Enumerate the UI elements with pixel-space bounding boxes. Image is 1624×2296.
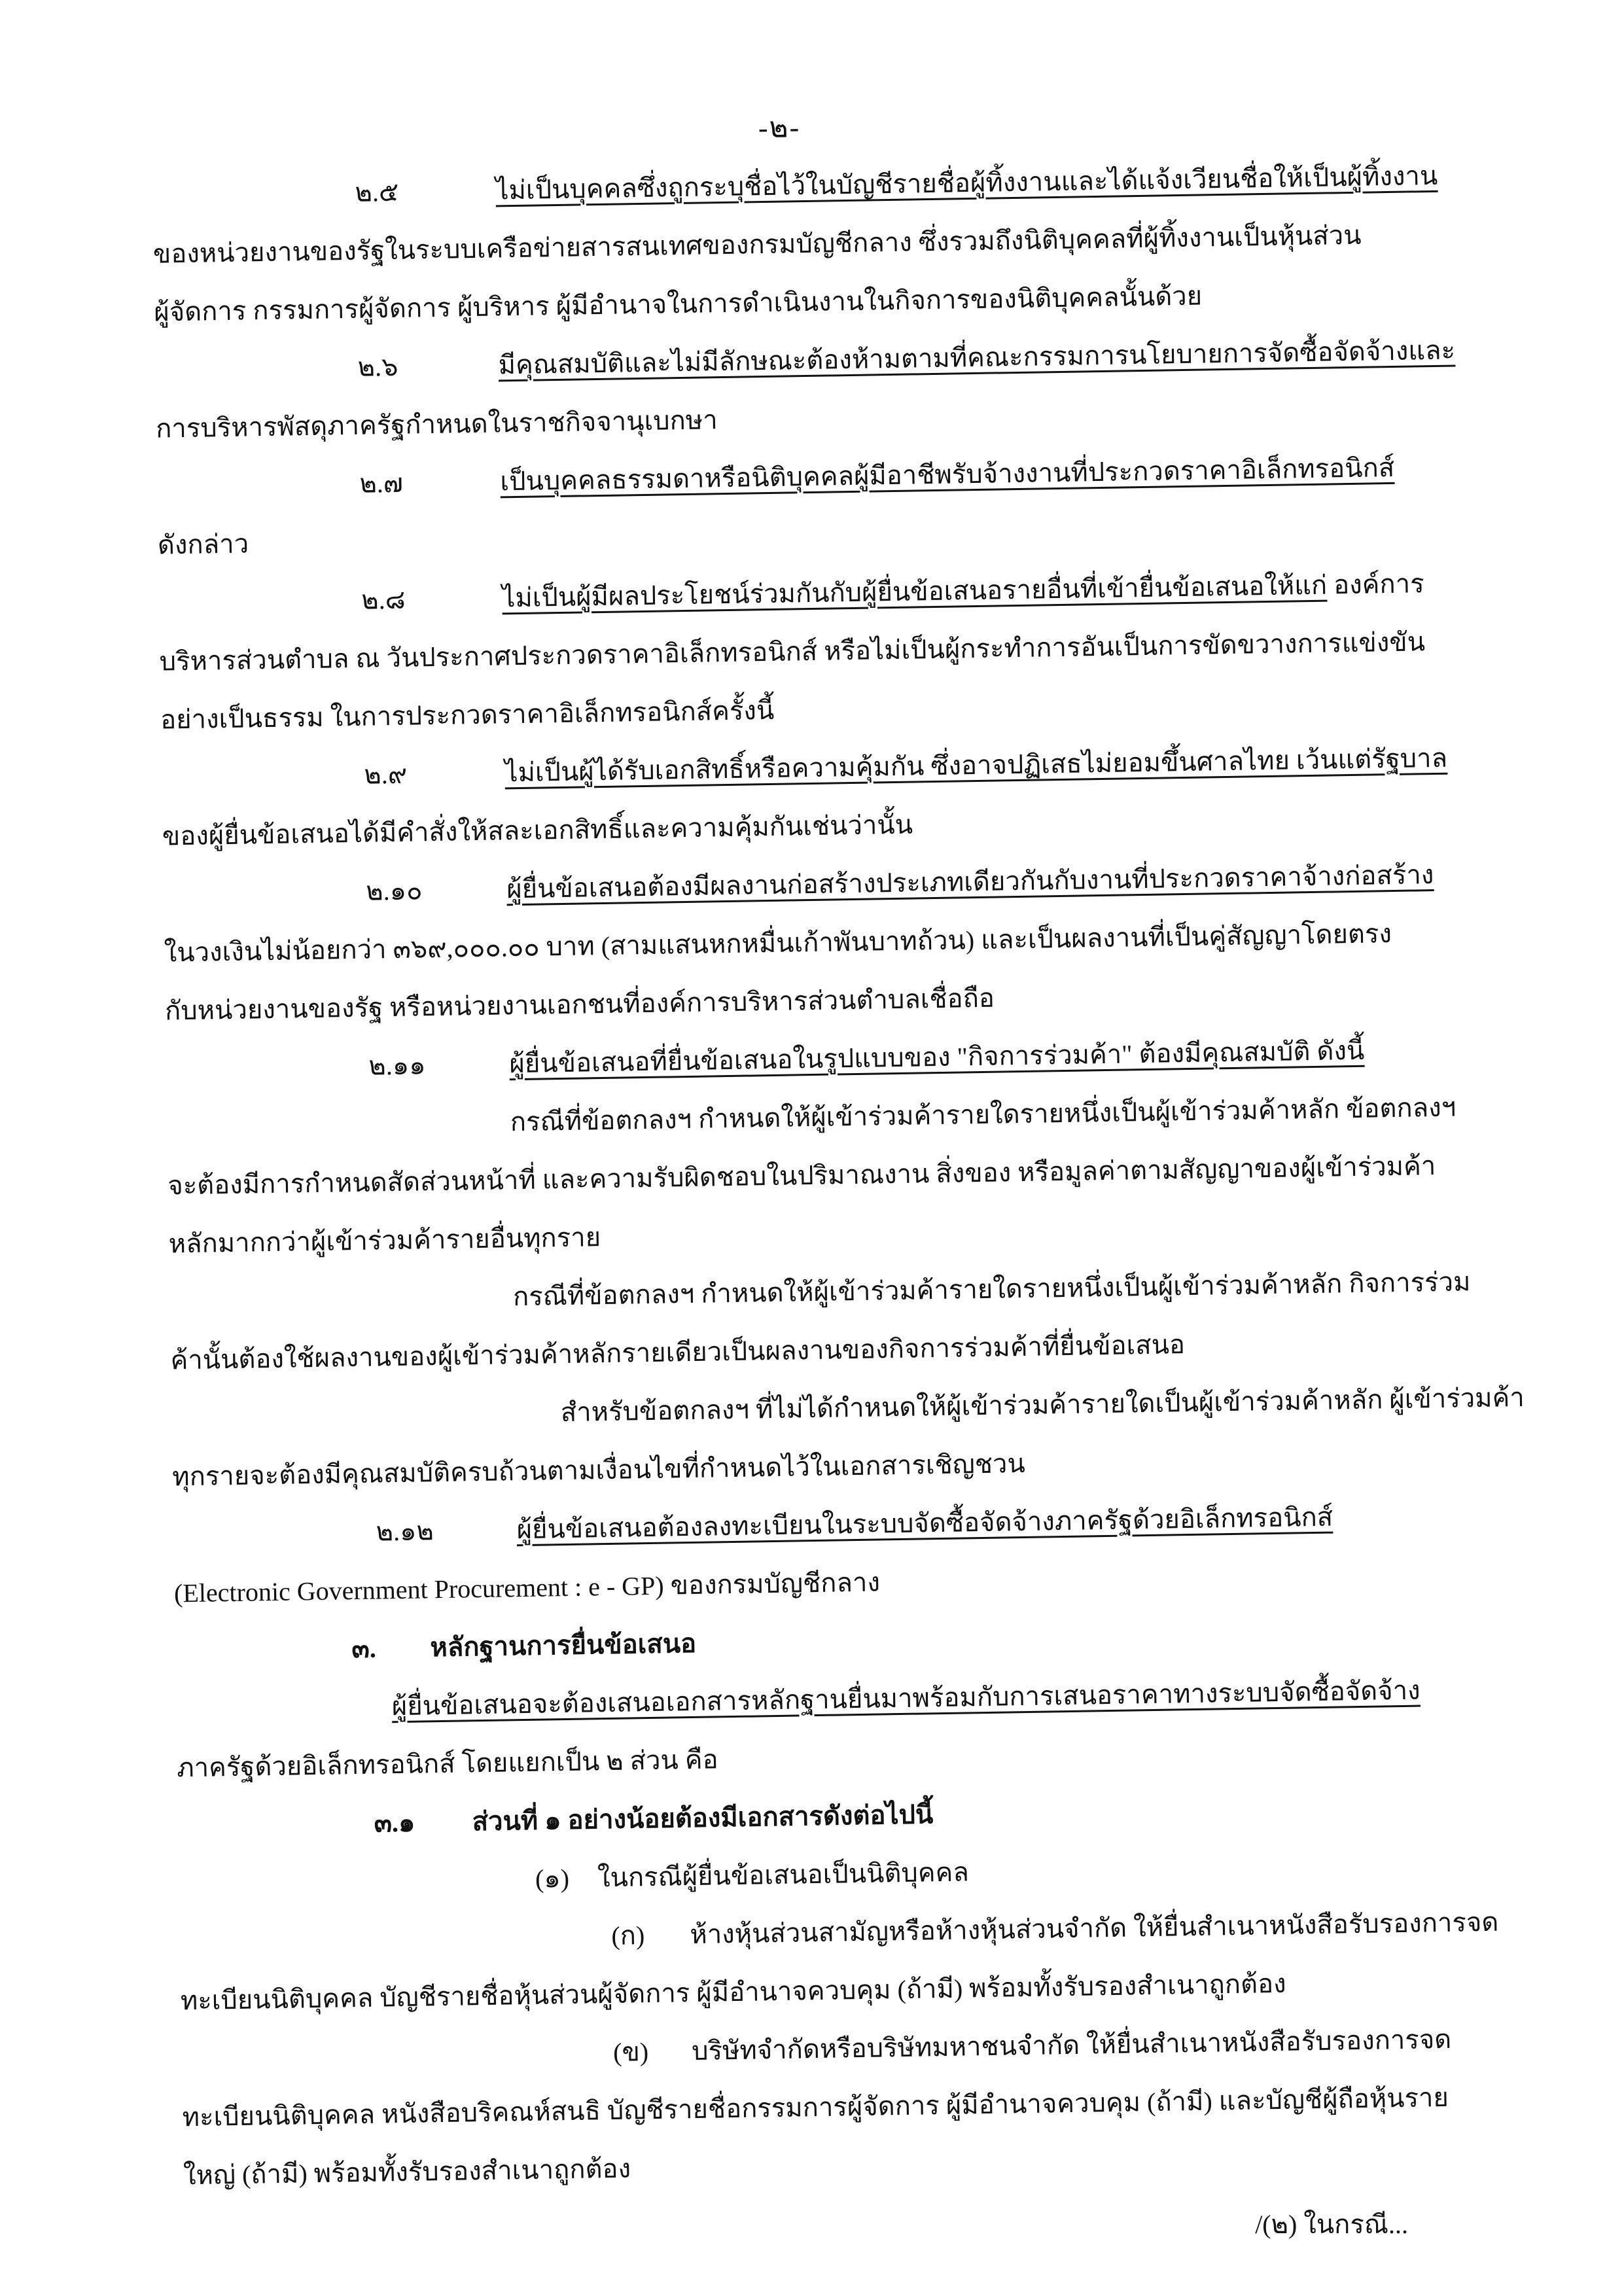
- clause-text-underlined: มีคุณสมบัติและไม่มีลักษณะต้องห้ามตามที่คณะกรรมการนโยบายการจัดซื้อจัดจ้างและ: [498, 335, 1456, 380]
- clause-number: ๓.๑: [374, 1807, 415, 1838]
- clause-text: บริหารส่วนตำบล ณ วันประกาศประกวดราคาอิเล็กทรอนิกส์ หรือไม่เป็นผู้กระทำการอันเป็นการขัดขวางการแข่งขัน: [159, 627, 1426, 677]
- clause-text: กรณีที่ข้อตกลงฯ กำหนดให้ผู้เข้าร่วมค้ารายใดรายหนึ่งเป็นผู้เข้าร่วมค้าหลัก กิจการร่วม: [512, 1267, 1471, 1312]
- clause-text-underlined: ไม่เป็นบุคคลซึ่งถูกระบุชื่อไว้ในบัญชีรายชื่อผู้ทิ้งงานและได้แจ้งเวียนชื่อให้เป็นผู้ทิ้งงาน: [495, 160, 1438, 205]
- clause-number: ๒.๕: [355, 177, 399, 207]
- clause-text: การบริหารพัสดุภาครัฐกำหนดในราชกิจจานุเบกษา: [155, 405, 718, 444]
- clause-number: (ข): [612, 2037, 649, 2067]
- clause-text: ทะเบียนนิติบุคคล บัญชีรายชื่อหุ้นส่วนผู้จัดการ ผู้มีอำนาจควบคุม (ถ้ามี) พร้อมทั้งรับรองสำเนาถูกต้อง: [180, 1968, 1286, 2016]
- clause-text-underlined: ผู้ยื่นข้อเสนอต้องมีผลงานก่อสร้างประเภทเดียวกันกับงานที่ประกวดราคาจ้างก่อสร้าง: [506, 860, 1434, 904]
- clause-text: สำหรับข้อตกลงฯ ที่ไม่ได้กำหนดให้ผู้เข้าร่วมค้ารายใดเป็นผู้เข้าร่วมค้าหลัก ผู้เข้าร่วมค้า: [560, 1382, 1525, 1428]
- clause-text: กรณีที่ข้อตกลงฯ กำหนดให้ผู้เข้าร่วมค้ารายใดรายหนึ่งเป็นผู้เข้าร่วมค้าหลัก ข้อตกลงฯ: [510, 1092, 1456, 1137]
- clause-number: (ก): [611, 1920, 645, 1951]
- clause-text: ทะเบียนนิติบุคคล หนังสือบริคณห์สนธิ บัญชีรายชื่อกรรมการผู้จัดการ ผู้มีอำนาจควบคุม (ถ้ามี) และบัญชีผู้ถือหุ้นราย: [182, 2082, 1449, 2132]
- clause-number: ๒.๑๑: [368, 1050, 426, 1081]
- clause-text: บริษัทจำกัดหรือบริษัทมหาชนจำกัด ให้ยื่นสำเนาหนังสือรับรองการจด: [691, 2024, 1452, 2066]
- clause-text-underlined: ผู้ยื่นข้อเสนอต้องลงทะเบียนในระบบจัดซื้อจัดจ้างภาครัฐด้วยอิเล็กทรอนิกส์: [516, 1502, 1333, 1545]
- clause-text: ค้านั้นต้องใช้ผลงานของผู้เข้าร่วมค้าหลักรายเดียวเป็นผลงานของกิจการร่วมค้าที่ยื่นข้อเสนอ: [170, 1330, 1186, 1375]
- clause-text: ใหญ่ (ถ้ามี) พร้อมทั้งรับรองสำเนาถูกต้อง: [183, 2153, 631, 2191]
- clause-text: ของผู้ยื่นข้อเสนอได้มีคำสั่งให้สละเอกสิทธิ์และความคุ้มกันเช่นว่านั้น: [162, 809, 913, 851]
- clause-text: หลักมากกว่าผู้เข้าร่วมค้ารายอื่นทุกราย: [168, 1222, 601, 1259]
- clause-text: ห้างหุ้นส่วนสามัญหรือห้างหุ้นส่วนจำกัด ให้ยื่นสำเนาหนังสือรับรองการจด: [690, 1907, 1499, 1950]
- clause-text: ดังกล่าว: [157, 529, 249, 560]
- clause-text: ทุกรายจะต้องมีคุณสมบัติครบถ้วนตามเงื่อนไขที่กำหนดไว้ในเอกสารเชิญชวน: [171, 1448, 1026, 1492]
- footer-continuation-marker: /(๒) ในกรณี...: [1255, 2210, 1408, 2239]
- clause-text: ในกรณีผู้ยื่นข้อเสนอเป็นนิติบุคคล: [597, 1857, 970, 1893]
- clause-text-underlined: ผู้ยื่นข้อเสนอจะต้องเสนอเอกสารหลักฐานยื่นมาพร้อมกับการเสนอราคาทางระบบจัดซื้อจัดจ้าง: [391, 1675, 1421, 1722]
- clause-number: ๒.๗: [359, 468, 404, 499]
- clause-text: ในวงเงินไม่น้อยกว่า ๓๖๙,๐๐๐.๐๐ บาท (สามแสนหกหมื่นเก้าพันบาทถ้วน) และเป็นผลงานที่เป็นคู่สัญญาโดยตรง: [164, 919, 1392, 968]
- clause-number: ๒.๖: [357, 351, 398, 382]
- clause-text: ผู้จัดการ กรรมการผู้จัดการ ผู้บริหาร ผู้มีอำนาจในการดำเนินงานในกิจการของนิติบุคคลนั้นด้วย: [153, 281, 1203, 327]
- clause-number: ๒.๑๐: [365, 875, 423, 906]
- clause-text: หลักฐานการยื่นข้อเสนอ: [430, 1628, 697, 1663]
- clause-number: ๓.: [351, 1633, 377, 1664]
- clause-text: องค์การ: [1326, 569, 1424, 600]
- clause-text: จะต้องมีการกำหนดสัดส่วนหน้าที่ และความรับผิดชอบในปริมาณงาน สิ่งของ หรือมูลค่าตามสัญญาของผู้เข้าร่วมค้า: [167, 1151, 1436, 1201]
- clause-text: ภาครัฐด้วยอิเล็กทรอนิกส์ โดยแยกเป็น ๒ ส่วน คือ: [176, 1744, 718, 1783]
- clause-text-underlined: ผู้ยื่นข้อเสนอที่ยื่นข้อเสนอในรูปแบบของ "กิจการร่วมค้า" ต้องมีคุณสมบัติ ดังนี้: [509, 1035, 1365, 1079]
- clause-text-underlined: ไม่เป็นผู้มีผลประโยชน์ร่วมกันกับผู้ยื่นข้อเสนอรายอื่นที่เข้ายื่นข้อเสนอให้แก่: [501, 570, 1328, 613]
- clause-text: (Electronic Government Procurement : e - GP) ของกรมบัญชีกลาง: [173, 1567, 881, 1608]
- document-body: [152, 146, 1525, 2205]
- clause-number: ๒.๙: [364, 759, 408, 790]
- clause-number: ๒.๑๒: [376, 1516, 434, 1547]
- page-number: -๒-: [758, 111, 801, 145]
- clause-text-underlined: ไม่เป็นผู้ได้รับเอกสิทธิ์หรือความคุ้มกัน ซึ่งอาจปฏิเสธไม่ยอมขึ้นศาลไทย เว้นแต่รัฐบาล: [504, 743, 1448, 788]
- clause-number: ๒.๘: [361, 584, 406, 615]
- clause-text: กับหน่วยงานของรัฐ หรือหน่วยงานเอกชนที่องค์การบริหารส่วนตำบลเชื่อถือ: [164, 983, 995, 1026]
- clause-text: ส่วนที่ ๑ อย่างน้อยต้องมีเอกสารดังต่อไปนี้: [472, 1799, 934, 1837]
- clause-text-underlined: เป็นบุคคลธรรมดาหรือนิติบุคคลผู้มีอาชีพรับจ้างงานที่ประกวดราคาอิเล็กทรอนิกส์: [500, 452, 1395, 497]
- clause-text: อย่างเป็นธรรม ในการประกวดราคาอิเล็กทรอนิกส์ครั้งนี้: [160, 695, 775, 735]
- clause-text: ของหน่วยงานของรัฐในระบบเครือข่ายสารสนเทศของกรมบัญชีกลาง ซึ่งรวมถึงนิติบุคคลที่ผู้ทิ้งงานเป็นหุ้นส่วน: [152, 220, 1362, 269]
- clause-number: (๑): [535, 1863, 570, 1894]
